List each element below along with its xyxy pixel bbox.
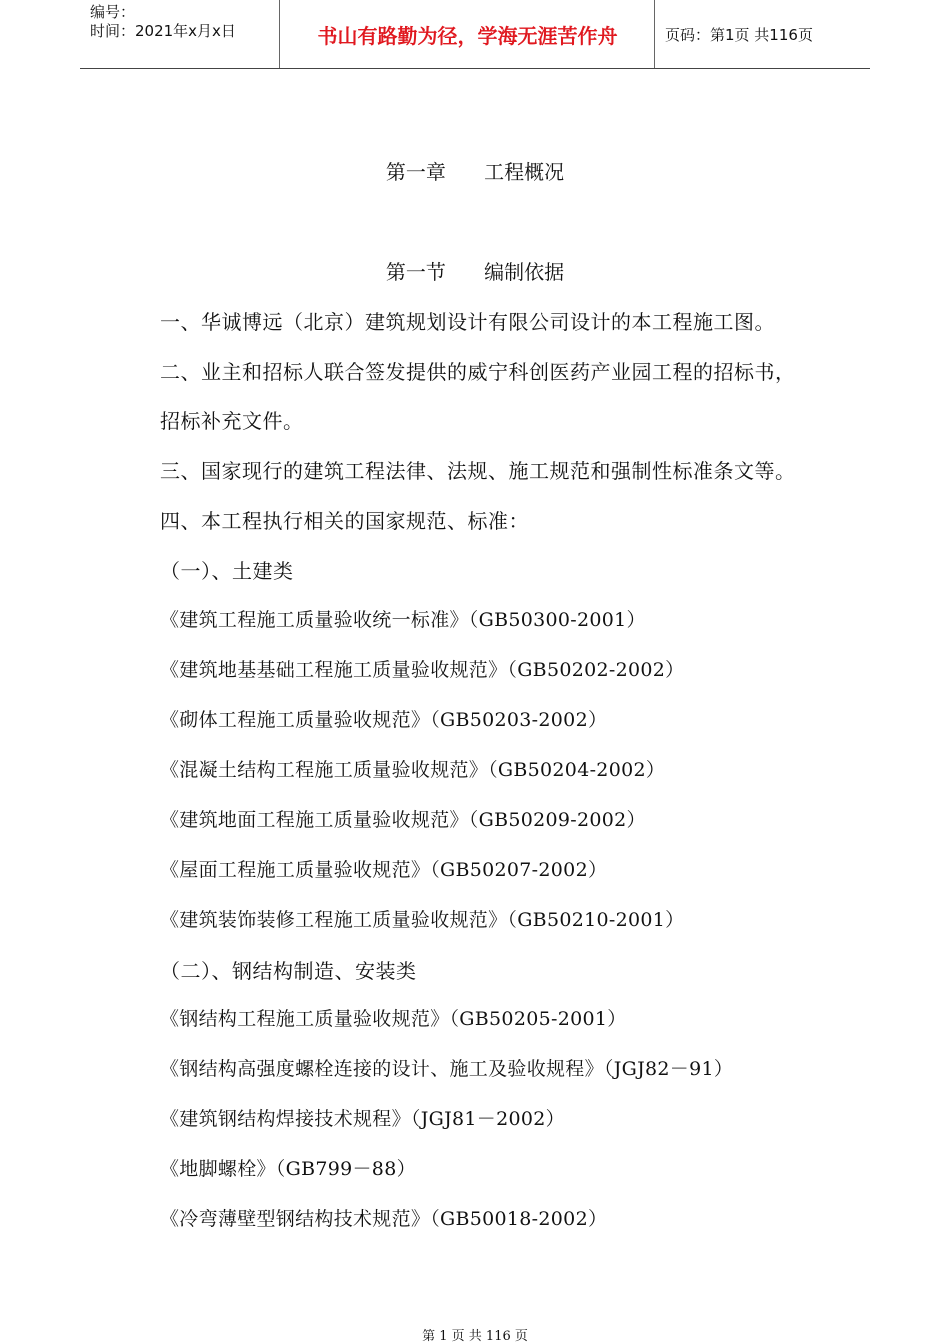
time-label: 时间：2021年x月x日: [90, 22, 236, 40]
paragraph: 四、本工程执行相关的国家规范、标准：: [160, 509, 529, 533]
paragraph: 一、华诚博远（北京）建筑规划设计有限公司设计的本工程施工图。: [160, 310, 775, 334]
standard-item: 《砌体工程施工质量验收规范》（GB50203-2002）: [160, 709, 608, 731]
standard-item: 《建筑地面工程施工质量验收规范》（GB50209-2002）: [160, 809, 646, 831]
standard-item: 《屋面工程施工质量验收规范》（GB50207-2002）: [160, 859, 608, 881]
standard-item: 《钢结构工程施工质量验收规范》（GB50205-2001）: [160, 1008, 627, 1030]
number-label: 编号：: [90, 3, 136, 21]
paragraph: 二、业主和招标人联合签发提供的威宁科创医药产业园工程的招标书，: [160, 360, 796, 384]
header-page-info: 页码：第1页 共116页: [665, 25, 813, 44]
standard-item: 《冷弯薄壁型钢结构技术规范》（GB50018-2002）: [160, 1208, 608, 1230]
standard-item: 《钢结构高强度螺栓连接的设计、施工及验收规程》（JGJ82－91）: [160, 1058, 734, 1080]
header-meta: [80, 0, 280, 68]
subheading: （一）、土建类: [160, 559, 294, 583]
header-motto: 书山有路勤为径，学海无涯苦作舟: [281, 0, 655, 68]
standard-item: 《地脚螺栓》（GB799－88）: [160, 1158, 416, 1180]
paragraph: 三、国家现行的建筑工程法律、法规、施工规范和强制性标准条文等。: [160, 459, 796, 483]
standard-item: 《混凝土结构工程施工质量验收规范》（GB50204-2002）: [160, 759, 666, 781]
chapter-title: 第一章 工程概况: [385, 160, 565, 184]
standard-item: 《建筑工程施工质量验收统一标准》（GB50300-2001）: [160, 609, 646, 631]
paragraph: 招标补充文件。: [160, 409, 304, 433]
standard-item: 《建筑钢结构焊接技术规程》（JGJ81－2002）: [160, 1108, 565, 1130]
standard-item: 《建筑地基基础工程施工质量验收规范》（GB50202-2002）: [160, 659, 685, 681]
page-header: [80, 0, 870, 69]
standard-item: 《建筑装饰装修工程施工质量验收规范》（GB50210-2001）: [160, 909, 685, 931]
section-title: 第一节 编制依据: [385, 260, 565, 284]
subheading: （二）、钢结构制造、安装类: [160, 959, 417, 983]
page-footer: 第 1 页 共 116 页: [422, 1329, 528, 1344]
